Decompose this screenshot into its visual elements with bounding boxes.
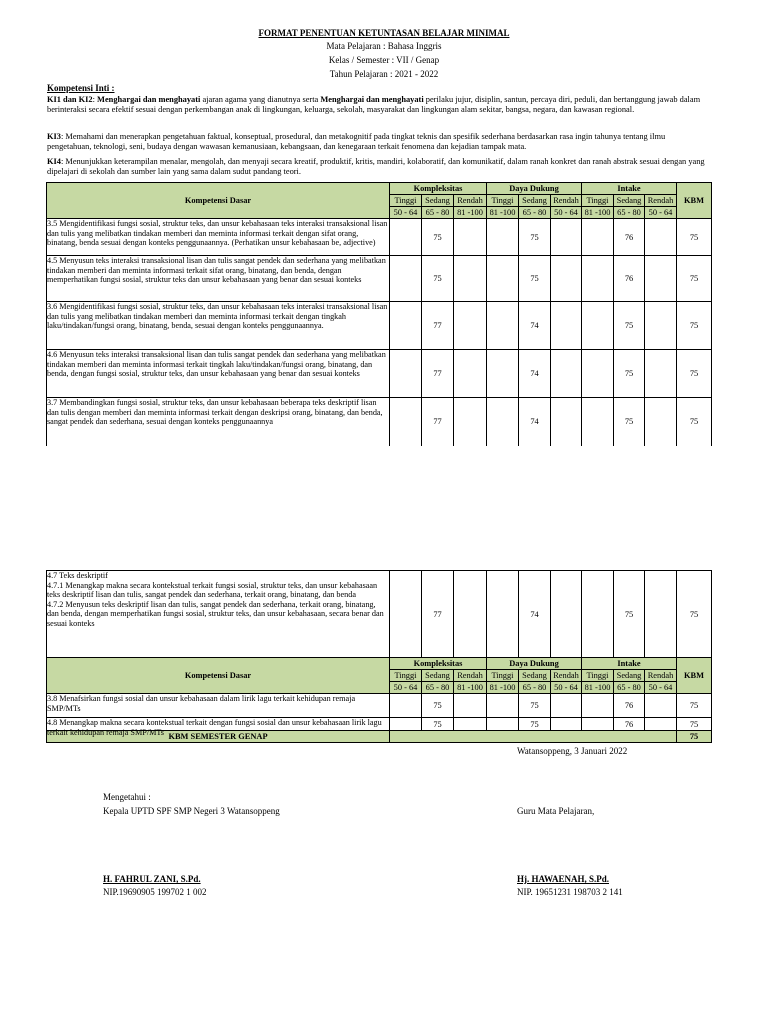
daya-dukung-sedang: 74 — [519, 350, 551, 398]
year-line: Tahun Pelajaran : 2021 - 2022 — [329, 69, 439, 79]
kd-text: 4.8 Menangkap makna secara kontekstual terkait dengan fungsi sosial dan unsur kebahasaan lirik lagu terkait kehidupan remaja SMP/MTs — [47, 718, 382, 737]
table-row — [47, 694, 712, 718]
kbm-value: 75 — [677, 718, 712, 731]
kbm-value: 75 — [677, 694, 712, 718]
signature-left-line2: Kepala UPTD SPF SMP Negeri 3 Watansoppeng — [103, 806, 280, 816]
ki4-paragraph — [47, 157, 711, 177]
kd-text: 3.7 Membandingkan fungsi sosial, struktur teks, dan unsur kebahasaan beberapa teks deskriptif lisan dan tulis dengan memberi dan meminta informasi terkait dengan deskripsi orang, binatang, dan benda, sangat pendek dan sederhana, sesuai dengan konteks penggunaannya — [47, 398, 383, 427]
range-header-cell: 65 - 80 — [519, 207, 551, 219]
summary-label: KBM SEMESTER GENAP — [47, 731, 390, 743]
intake-header: Intake — [582, 183, 677, 195]
kbm-table-2 — [46, 570, 712, 743]
kompleksitas-sedang: 77 — [422, 350, 454, 398]
kompleksitas-sedang: 75 — [422, 718, 454, 731]
kompleksitas-sedang: 77 — [422, 398, 454, 446]
kompleksitas-sedang: 75 — [422, 256, 454, 302]
range-header-cell: 50 - 64 — [551, 207, 582, 219]
table-row — [47, 571, 712, 658]
kd-cell — [47, 398, 390, 446]
sub-header-cell: Rendah — [645, 670, 677, 682]
kd-text: 3.6 Mengidentifikasi fungsi sosial, struktur teks, dan unsur kebahasaan teks interaksi transaksional lisan dan tulis yang melibatkan tindakan memberi dan meminta informasi terkait dengan tingkah laku/tindakan/fungsi orang, binatang, benda, sesuai dengan konteks penggunaannya. — [47, 302, 388, 331]
range-header-cell: 81 -100 — [487, 682, 519, 694]
daya-dukung-header: Daya Dukung — [487, 183, 582, 195]
kd-cell — [47, 302, 390, 350]
kd-cell — [47, 694, 390, 718]
kbm-value: 75 — [677, 302, 712, 350]
sub-header-cell: Rendah — [645, 195, 677, 207]
table-row — [47, 718, 712, 731]
sub-header-cell: Sedang — [422, 195, 454, 207]
kd-text: 4.6 Menyusun teks interaksi transaksional lisan dan tulis sangat pendek dan sederhana yang melibatkan tindakan memberi dan meminta informasi terkait tingkah laku/tindakan/fungsi orang, binatang, dan benda, dengan fungsi sosial, struktur teks, dan unsur kebahasaan yang benar dan sesuai konteks — [47, 350, 386, 379]
kbm-value: 75 — [677, 256, 712, 302]
ki3-text: : Memahami dan menerapkan pengetahuan faktual, konseptual, prosedural, dan metakognitif pada tingkat teknis dan spesifik sederhana berdasarkan rasa ingin tahunya tentang ilmu pengetahuan, teknologi, seni, budaya dengan wawasan kemanusiaan, kebangsaan, dan kenegaraan terkait fenomena dan kejadian tampak mata. — [47, 132, 666, 151]
intake-sedang: 75 — [614, 350, 645, 398]
sub-header-cell: Tinggi — [390, 670, 422, 682]
kbm-table-1 — [46, 182, 712, 446]
kbm-value: 75 — [677, 571, 712, 658]
range-header-cell: 50 - 64 — [390, 207, 422, 219]
daya-dukung-sedang: 74 — [519, 302, 551, 350]
kbm-value: 75 — [677, 350, 712, 398]
kd-line: 4.7 Teks deskriptif — [47, 571, 108, 580]
kompleksitas-header: Kompleksitas — [390, 658, 487, 670]
kd-line: 4.7.2 Menyusun teks deskriptif lisan dan tulis, sangat pendek dan sederhana, terkait orang, binatang, dan benda, dengan memperhatikan fungsi sosial, struktur teks, dan unsur kebahasaan, secara benar dan sesuai konteks — [47, 599, 384, 628]
intake-sedang: 75 — [614, 571, 645, 658]
daya-dukung-sedang: 75 — [519, 256, 551, 302]
sub-header-cell: Sedang — [614, 195, 645, 207]
range-header-cell: 50 - 64 — [645, 682, 677, 694]
kd-text: 3.8 Menafsirkan fungsi sosial dan unsur kebahasaan dalam lirik lagu terkait kehidupan remaja SMP/MTs — [47, 694, 356, 713]
daya-dukung-sedang: 75 — [519, 694, 551, 718]
signature-right-nip: NIP. 19651231 198703 2 141 — [517, 887, 623, 897]
range-header-cell: 81 -100 — [454, 207, 487, 219]
kompleksitas-sedang: 77 — [422, 302, 454, 350]
signature-left-line1: Mengetahui : — [103, 792, 151, 802]
table-row — [47, 398, 712, 446]
kd-cell — [47, 571, 390, 658]
kd-line: 4.7.1 Menangkap makna secara kontekstual terkait fungsi sosial, struktur teks, dan unsur kebahasaan teks deskriptif lisan dan tulis, sangat pendek dan sederhana, terkait orang, binatang, dan benda — [47, 580, 378, 600]
range-header-cell: 65 - 80 — [614, 207, 645, 219]
table-row — [47, 302, 712, 350]
intake-sedang: 75 — [614, 302, 645, 350]
kbm-header: KBM — [677, 658, 712, 694]
signature-right-name: Hj. HAWAENAH, S.Pd. — [517, 874, 610, 884]
sub-header-cell: Tinggi — [487, 670, 519, 682]
kd-header: Kompetensi Dasar — [47, 658, 390, 694]
intake-sedang: 76 — [614, 694, 645, 718]
ki12-paragraph: KI1 dan KI2: Menghargai dan menghayati ajaran agama yang dianutnya serta Menghargai dan menghayati perilaku jujur, disiplin, santun, percaya diri, peduli, dan bertanggung jawab dalam berinteraksi secara efektif sesuai dengan perkembangan anak di lingkungan, keluarga, sekolah, masyarakat dan lingkungan alam sekitar, bangsa, negara, dan kawasan regional. — [47, 95, 701, 114]
kompleksitas-sedang: 77 — [422, 571, 454, 658]
range-header-cell: 65 - 80 — [519, 682, 551, 694]
range-header-cell: 50 - 64 — [390, 682, 422, 694]
sub-header-cell: Tinggi — [582, 670, 614, 682]
intake-sedang: 76 — [614, 256, 645, 302]
ki12-mid: ajaran agama yang dianutnya serta — [200, 95, 321, 104]
ki4-text: : Menunjukkan keterampilan menalar, mengolah, dan menyaji secara kreatif, produktif, kritis, mandiri, kolaboratif, dan komunikatif, dalam ranah konkret dan ranah abstrak sesuai dengan yang dipelajari di sekolah dan sumber lain yang sama dalam sudut pandang teori. — [47, 157, 705, 176]
daya-dukung-sedang: 74 — [519, 398, 551, 446]
range-header-cell: 81 -100 — [487, 207, 519, 219]
intake-sedang: 76 — [614, 219, 645, 256]
class-line: Kelas / Semester : VII / Genap — [328, 55, 440, 65]
table-row — [47, 219, 712, 256]
range-header-cell: 65 - 80 — [422, 682, 454, 694]
sub-header-cell: Tinggi — [582, 195, 614, 207]
subject-line: Mata Pelajaran : Bahasa Inggris — [326, 41, 442, 51]
signature-date: Watansoppeng, 3 Januari 2022 — [517, 746, 628, 756]
intake-sedang: 75 — [614, 398, 645, 446]
sub-header-cell: Sedang — [519, 670, 551, 682]
daya-dukung-sedang: 75 — [519, 718, 551, 731]
kd-cell — [47, 256, 390, 302]
kompleksitas-sedang: 75 — [422, 694, 454, 718]
kd-cell — [47, 219, 390, 256]
ki4-label: KI4 — [47, 157, 61, 166]
sub-header-cell: Tinggi — [390, 195, 422, 207]
ki-title: Kompetensi Inti : — [47, 83, 115, 93]
kbm-value: 75 — [677, 398, 712, 446]
daya-dukung-sedang: 74 — [519, 571, 551, 658]
ki3-label: KI3 — [47, 132, 61, 141]
daya-dukung-sedang: 75 — [519, 219, 551, 256]
kd-text: 4.5 Menyusun teks interaksi transaksional lisan dan tulis sangat pendek dan sederhana yang melibatkan tindakan memberi dan meminta informasi terkait sifat orang, binatang, dan benda, dengan memperhatikan fungsi sosial, struktur teks dan unsur kebahasaan yang benar dan sesuai konteks — [47, 256, 386, 285]
sub-header-cell: Sedang — [519, 195, 551, 207]
kd-cell — [47, 350, 390, 398]
sub-header-cell: Sedang — [422, 670, 454, 682]
sub-header-cell: Rendah — [454, 195, 487, 207]
daya-dukung-header: Daya Dukung — [487, 658, 582, 670]
table-row — [47, 256, 712, 302]
signature-left-name: H. FAHRUL ZANI, S.Pd. — [103, 874, 201, 884]
intake-header: Intake — [582, 658, 677, 670]
signature-right-line2: Guru Mata Pelajaran, — [517, 806, 595, 816]
kbm-value: 75 — [677, 219, 712, 256]
ki12-bold-2: Menghargai dan menghayati — [320, 95, 424, 104]
range-header-cell: 81 -100 — [582, 682, 614, 694]
range-header-cell: 50 - 64 — [551, 682, 582, 694]
kbm-header: KBM — [677, 183, 712, 219]
kd-text: 3.5 Mengidentifikasi fungsi sosial, struktur teks, dan unsur kebahasaan teks interaksi transaksional lisan dan tulis yang melibatkan tindakan memberi dan meminta informasi terkait dengan sifat orang, binatang, benda sesuai dengan konteks penggunaannya. (Perhatikan unsur kebahasaan be, adjective) — [47, 219, 388, 248]
intake-sedang: 76 — [614, 718, 645, 731]
summary-value: 75 — [677, 731, 712, 743]
ki3-paragraph — [47, 132, 711, 152]
range-header-cell: 65 - 80 — [614, 682, 645, 694]
range-header-cell: 50 - 64 — [645, 207, 677, 219]
sub-header-cell: Rendah — [551, 670, 582, 682]
table-row — [47, 350, 712, 398]
document-title: FORMAT PENENTUAN KETUNTASAN BELAJAR MINIMAL — [258, 28, 510, 38]
ki12-bold-1: Menghargai dan menghayati — [97, 95, 201, 104]
sub-header-cell: Tinggi — [487, 195, 519, 207]
ki12-rest: perilaku jujur, disiplin, santun, percaya diri, peduli, dan bertanggung jawab dalam berinteraksi secara efektif sesuai dengan perkembangan anak di lingkungan, keluarga, sekolah, masyarakat dan lingkungan alam sekitar, bangsa, negara, dan kawasan regional. — [47, 95, 701, 114]
ki12-label: KI1 dan KI2 — [47, 95, 93, 104]
range-header-cell: 65 - 80 — [422, 207, 454, 219]
kd-header: Kompetensi Dasar — [47, 183, 390, 219]
sub-header-cell: Sedang — [614, 670, 645, 682]
sub-header-cell: Rendah — [454, 670, 487, 682]
range-header-cell: 81 -100 — [582, 207, 614, 219]
kompleksitas-sedang: 75 — [422, 219, 454, 256]
signature-left-nip: NIP.19690905 199702 1 002 — [103, 887, 207, 897]
sub-header-cell: Rendah — [551, 195, 582, 207]
kompleksitas-header: Kompleksitas — [390, 183, 487, 195]
range-header-cell: 81 -100 — [454, 682, 487, 694]
